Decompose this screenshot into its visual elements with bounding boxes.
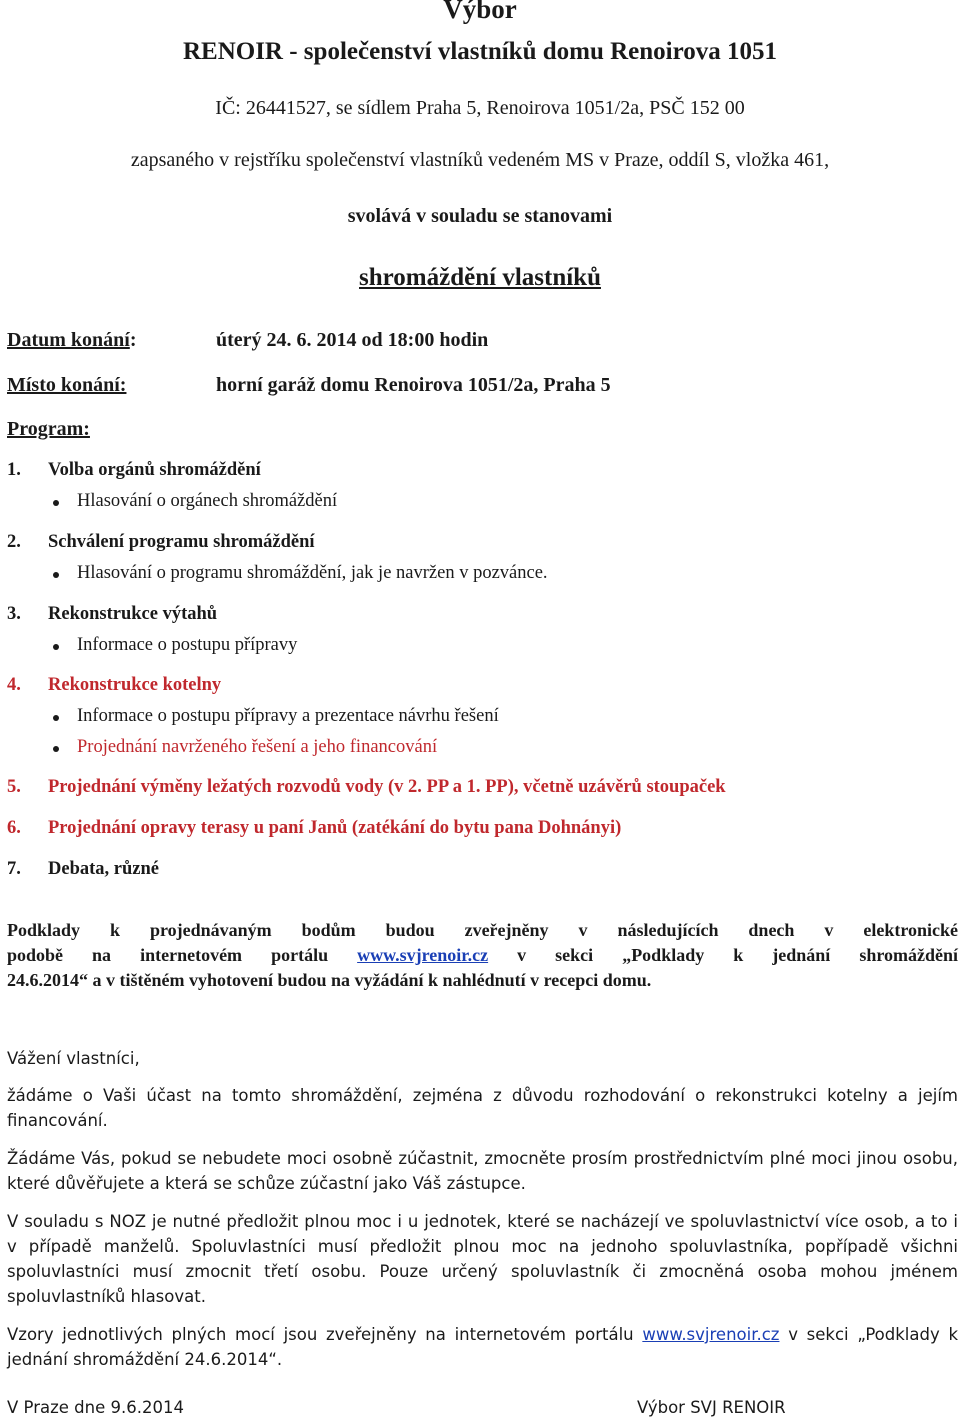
date-label-colon: : [129, 329, 137, 351]
bullet-icon [53, 572, 59, 578]
date-label: Datum konání [7, 329, 130, 351]
bullet-icon [53, 715, 59, 721]
program-item-number: 2. [7, 532, 21, 552]
program-label: Program: [7, 418, 90, 440]
letter-paragraph: Žádáme Vás, pokud se nebudete moci osobně zúčastnit, zmocněte prosím prostřednictvím plné moci jinou osobu, které důvěřujete a která se schůze zúčastní jako Váš zástupce. [7, 1149, 958, 1193]
letter-paragraph [7, 1322, 958, 1372]
notice-line: Podklady k projednávaným bodům budou zveřejněny v následujících dnech v elektronické [7, 920, 958, 940]
signature: Výbor SVJ RENOIR [637, 1398, 786, 1417]
bullet-icon [53, 500, 59, 506]
notice-line [7, 943, 958, 968]
materials-notice [7, 918, 958, 993]
date-label-row [7, 329, 136, 352]
program-item-number: 5. [7, 777, 21, 797]
program-item-bullet: Projednání navrženého řešení a jeho financování [77, 737, 438, 757]
place-label: Místo konání: [7, 374, 127, 396]
salutation: Vážení vlastníci, [7, 1049, 140, 1068]
letter-paragraph: V souladu s NOZ je nutné předložit plnou moc i u jednotek, které se nacházejí ve spoluvlastnictví více osob, a to i v případě manželů. Spoluvlastníci musí předložit plnou moc na jednoho spoluvlastníka, popřípadě všichni spoluvlastníci musí zmocnit třetí osobu. Pouze určený spoluvlastník či zmocněná osoba mohou jménem spoluvlastníků hlasovat. [7, 1212, 958, 1306]
letter-paragraph: žádáme o Vaši účast na tomto shromáždění, zejména z důvodu rozhodování o rekonstrukci kotelny a jejím financování. [7, 1086, 958, 1130]
bullet-icon [53, 746, 59, 752]
bullet-icon [53, 644, 59, 650]
notice-line: 24.6.2014“ a v tištěném vyhotovení budou na vyžádání k nahlédnutí v recepci domu. [7, 970, 652, 990]
portal-link[interactable]: www.svjrenoir.cz [642, 1325, 780, 1344]
program-item-title: Volba orgánů shromáždění [48, 460, 261, 480]
program-item-number: 7. [7, 859, 21, 879]
place-value: horní garáž domu Renoirova 1051/2a, Praha 5 [216, 374, 611, 396]
date-value: úterý 24. 6. 2014 od 18:00 hodin [216, 329, 489, 351]
program-item-title: Rekonstrukce kotelny [48, 675, 222, 695]
program-item-title: Debata, různé [48, 859, 159, 879]
program-item-number: 6. [7, 818, 21, 838]
notice-text: podobě na internetovém portálu [7, 945, 358, 965]
letter-text: v sekci „Podklady k jednání shromáždění 24.6.2014“. [7, 1325, 959, 1369]
program-item-bullet: Hlasování o orgánech shromáždění [77, 491, 338, 511]
letter-text: Vzory jednotlivých plných mocí jsou zveřejněny na internetovém portálu [7, 1325, 643, 1344]
program-item-bullet: Hlasování o programu shromáždění, jak je navržen v pozvánce. [77, 563, 548, 583]
ico-line: IČ: 26441527, se sídlem Praha 5, Renoirova 1051/2a, PSČ 152 00 [215, 97, 745, 119]
program-item-bullet: Informace o postupu přípravy a prezentace návrhu řešení [77, 706, 499, 726]
portal-link[interactable]: www.svjrenoir.cz [357, 945, 489, 965]
program-item-number: 3. [7, 604, 21, 624]
document-title: Výbor [443, 0, 517, 24]
program-item-number: 4. [7, 675, 21, 695]
convenes-line: svolává v souladu se stanovami [347, 205, 613, 227]
program-item-title: Schválení programu shromáždění [48, 532, 315, 552]
register-line: zapsaného v rejstříku společenství vlastníků vedeném MS v Praze, oddíl S, vložka 461, [130, 149, 830, 171]
program-item-title: Rekonstrukce výtahů [48, 604, 218, 624]
program-item-number: 1. [7, 460, 21, 480]
program-item-title: Projednání opravy terasy u paní Janů (zatékání do bytu pana Dohnányi) [48, 818, 622, 838]
place-date: V Praze dne 9.6.2014 [7, 1398, 184, 1417]
notice-text: v sekci „Podklady k jednání shromáždění [488, 945, 959, 965]
program-item-title: Projednání výměny ležatých rozvodů vody (v 2. PP a 1. PP), včetně uzávěrů stoupaček [48, 777, 726, 797]
meeting-heading: shromáždění vlastníků [359, 264, 601, 291]
organization-name: RENOIR - společenství vlastníků domu Renoirova 1051 [182, 38, 778, 65]
program-item-bullet: Informace o postupu přípravy [77, 635, 298, 655]
